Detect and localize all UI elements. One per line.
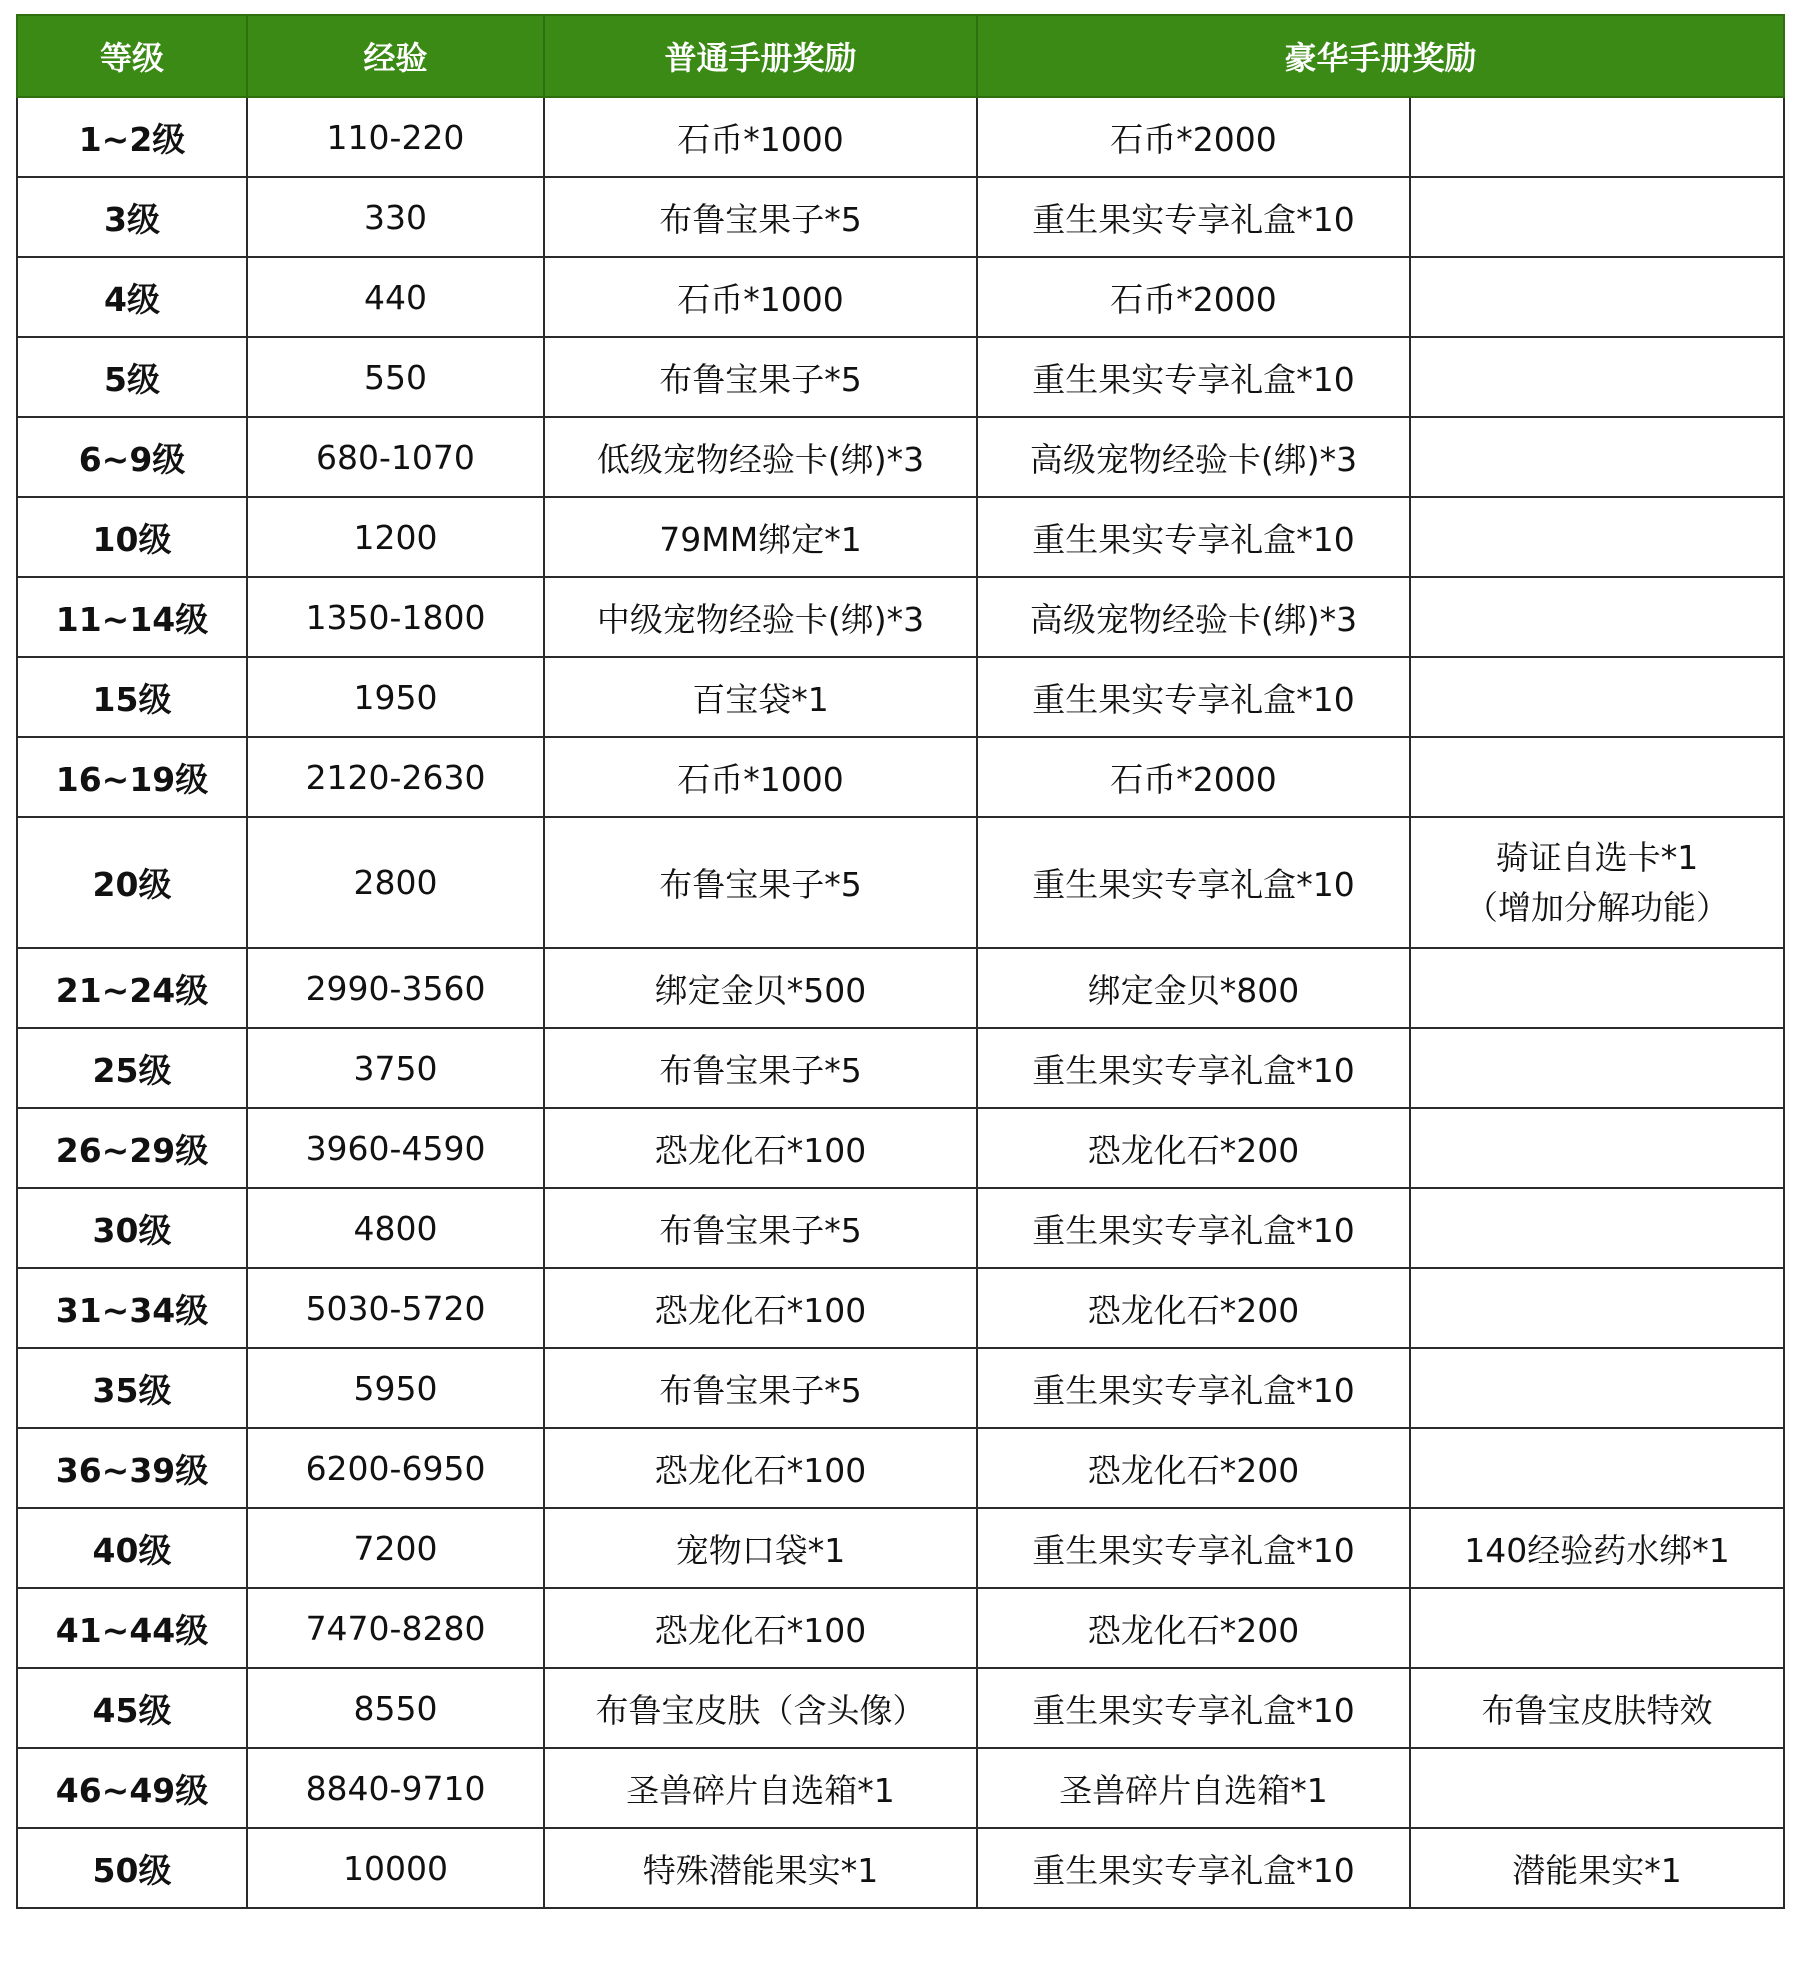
level-cell: 5级 — [17, 337, 247, 417]
normal-reward-cell: 石币*1000 — [544, 97, 977, 177]
normal-reward-cell: 恐龙化石*100 — [544, 1588, 977, 1668]
deluxe-reward-cell: 重生果实专享礼盒*10 — [977, 1188, 1410, 1268]
normal-reward-cell: 布鲁宝果子*5 — [544, 337, 977, 417]
extra-reward-cell — [1410, 1748, 1784, 1828]
level-cell: 16~19级 — [17, 737, 247, 817]
level-cell: 10级 — [17, 497, 247, 577]
deluxe-reward-cell: 重生果实专享礼盒*10 — [977, 817, 1410, 948]
exp-cell: 8840-9710 — [247, 1748, 544, 1828]
extra-reward-cell — [1410, 577, 1784, 657]
deluxe-reward-cell: 恐龙化石*200 — [977, 1428, 1410, 1508]
table-row — [17, 737, 1784, 817]
extra-reward-cell — [1410, 1348, 1784, 1428]
level-cell: 31~34级 — [17, 1268, 247, 1348]
normal-reward-cell: 79MM绑定*1 — [544, 497, 977, 577]
extra-reward-cell — [1410, 1028, 1784, 1108]
level-cell: 50级 — [17, 1828, 247, 1908]
deluxe-reward-cell: 高级宠物经验卡(绑)*3 — [977, 417, 1410, 497]
level-cell: 3级 — [17, 177, 247, 257]
deluxe-reward-cell: 恐龙化石*200 — [977, 1268, 1410, 1348]
extra-reward-cell — [1410, 948, 1784, 1028]
deluxe-reward-cell: 恐龙化石*200 — [977, 1108, 1410, 1188]
extra-reward-cell — [1410, 97, 1784, 177]
normal-reward-cell: 绑定金贝*500 — [544, 948, 977, 1028]
deluxe-reward-cell: 绑定金贝*800 — [977, 948, 1410, 1028]
normal-reward-cell: 布鲁宝果子*5 — [544, 1348, 977, 1428]
exp-cell: 2800 — [247, 817, 544, 948]
deluxe-reward-cell: 石币*2000 — [977, 97, 1410, 177]
exp-cell: 5030-5720 — [247, 1268, 544, 1348]
exp-cell: 110-220 — [247, 97, 544, 177]
exp-cell: 5950 — [247, 1348, 544, 1428]
level-cell: 6~9级 — [17, 417, 247, 497]
table-row — [17, 177, 1784, 257]
table-row — [17, 1828, 1784, 1908]
table-row — [17, 817, 1784, 948]
normal-reward-cell: 布鲁宝果子*5 — [544, 1028, 977, 1108]
extra-reward-cell — [1410, 497, 1784, 577]
exp-cell: 3960-4590 — [247, 1108, 544, 1188]
level-cell: 41~44级 — [17, 1588, 247, 1668]
table-row — [17, 1268, 1784, 1348]
exp-cell: 7200 — [247, 1508, 544, 1588]
deluxe-reward-cell: 高级宠物经验卡(绑)*3 — [977, 577, 1410, 657]
deluxe-reward-cell: 恐龙化石*200 — [977, 1588, 1410, 1668]
level-cell: 30级 — [17, 1188, 247, 1268]
exp-cell: 680-1070 — [247, 417, 544, 497]
normal-reward-cell: 布鲁宝果子*5 — [544, 177, 977, 257]
extra-reward-line: 骑证自选卡*1 — [1495, 838, 1699, 877]
extra-reward-cell — [1410, 1588, 1784, 1668]
level-cell: 11~14级 — [17, 577, 247, 657]
table-row — [17, 1748, 1784, 1828]
normal-reward-cell: 恐龙化石*100 — [544, 1428, 977, 1508]
level-cell: 15级 — [17, 657, 247, 737]
extra-reward-cell — [1410, 177, 1784, 257]
deluxe-reward-cell: 重生果实专享礼盒*10 — [977, 1668, 1410, 1748]
table-row — [17, 1188, 1784, 1268]
deluxe-reward-cell: 石币*2000 — [977, 257, 1410, 337]
extra-reward-cell — [1410, 657, 1784, 737]
extra-reward-cell — [1410, 257, 1784, 337]
table-row — [17, 337, 1784, 417]
normal-reward-cell: 石币*1000 — [544, 737, 977, 817]
level-cell: 26~29级 — [17, 1108, 247, 1188]
table-row — [17, 1028, 1784, 1108]
deluxe-reward-cell: 重生果实专享礼盒*10 — [977, 497, 1410, 577]
normal-reward-cell: 布鲁宝果子*5 — [544, 1188, 977, 1268]
table-row — [17, 577, 1784, 657]
table-row — [17, 1588, 1784, 1668]
level-cell: 20级 — [17, 817, 247, 948]
exp-cell: 8550 — [247, 1668, 544, 1748]
header-deluxe-rewards: 豪华手册奖励 — [977, 15, 1784, 97]
normal-reward-cell: 布鲁宝皮肤（含头像） — [544, 1668, 977, 1748]
level-cell: 40级 — [17, 1508, 247, 1588]
table-row — [17, 417, 1784, 497]
extra-reward-cell: 潜能果实*1 — [1410, 1828, 1784, 1908]
table-body — [17, 97, 1784, 1908]
table-row — [17, 1428, 1784, 1508]
level-cell: 35级 — [17, 1348, 247, 1428]
deluxe-reward-cell: 圣兽碎片自选箱*1 — [977, 1748, 1410, 1828]
deluxe-reward-cell: 石币*2000 — [977, 737, 1410, 817]
deluxe-reward-cell: 重生果实专享礼盒*10 — [977, 1348, 1410, 1428]
exp-cell: 3750 — [247, 1028, 544, 1108]
extra-reward-cell: 布鲁宝皮肤特效 — [1410, 1668, 1784, 1748]
table-row — [17, 257, 1784, 337]
deluxe-reward-cell: 重生果实专享礼盒*10 — [977, 657, 1410, 737]
extra-reward-cell — [1410, 737, 1784, 817]
exp-cell: 550 — [247, 337, 544, 417]
level-cell: 46~49级 — [17, 1748, 247, 1828]
table-row — [17, 1668, 1784, 1748]
deluxe-reward-cell: 重生果实专享礼盒*10 — [977, 1828, 1410, 1908]
extra-reward-cell — [1410, 1188, 1784, 1268]
normal-reward-cell: 恐龙化石*100 — [544, 1108, 977, 1188]
extra-reward-cell — [1410, 337, 1784, 417]
level-cell: 1~2级 — [17, 97, 247, 177]
table-row — [17, 497, 1784, 577]
exp-cell: 4800 — [247, 1188, 544, 1268]
exp-cell: 1350-1800 — [247, 577, 544, 657]
exp-cell: 7470-8280 — [247, 1588, 544, 1668]
deluxe-reward-cell: 重生果实专享礼盒*10 — [977, 177, 1410, 257]
normal-reward-cell: 宠物口袋*1 — [544, 1508, 977, 1588]
header-row — [17, 15, 1784, 97]
exp-cell: 2990-3560 — [247, 948, 544, 1028]
normal-reward-cell: 低级宠物经验卡(绑)*3 — [544, 417, 977, 497]
header-level: 等级 — [17, 15, 247, 97]
exp-cell: 330 — [247, 177, 544, 257]
table-header — [17, 15, 1784, 97]
exp-cell: 440 — [247, 257, 544, 337]
table-row — [17, 948, 1784, 1028]
table-row — [17, 1108, 1784, 1188]
normal-reward-cell: 圣兽碎片自选箱*1 — [544, 1748, 977, 1828]
level-cell: 25级 — [17, 1028, 247, 1108]
deluxe-reward-cell: 重生果实专享礼盒*10 — [977, 337, 1410, 417]
table-row — [17, 1348, 1784, 1428]
extra-reward-cell: 140经验药水绑*1 — [1410, 1508, 1784, 1588]
extra-reward-note: （增加分解功能） — [1465, 887, 1729, 927]
header-exp: 经验 — [247, 15, 544, 97]
table-row — [17, 97, 1784, 177]
normal-reward-cell: 布鲁宝果子*5 — [544, 817, 977, 948]
header-normal-rewards: 普通手册奖励 — [544, 15, 977, 97]
exp-cell: 1200 — [247, 497, 544, 577]
level-cell: 4级 — [17, 257, 247, 337]
extra-reward-cell — [1410, 1108, 1784, 1188]
rewards-table — [16, 14, 1785, 1909]
extra-reward-cell — [1410, 817, 1784, 948]
exp-cell: 10000 — [247, 1828, 544, 1908]
table-row — [17, 657, 1784, 737]
level-cell: 45级 — [17, 1668, 247, 1748]
extra-reward-cell — [1410, 1268, 1784, 1348]
deluxe-reward-cell: 重生果实专享礼盒*10 — [977, 1508, 1410, 1588]
normal-reward-cell: 中级宠物经验卡(绑)*3 — [544, 577, 977, 657]
level-cell: 36~39级 — [17, 1428, 247, 1508]
normal-reward-cell: 石币*1000 — [544, 257, 977, 337]
normal-reward-cell: 恐龙化石*100 — [544, 1268, 977, 1348]
normal-reward-cell: 百宝袋*1 — [544, 657, 977, 737]
exp-cell: 6200-6950 — [247, 1428, 544, 1508]
extra-reward-cell — [1410, 1428, 1784, 1508]
normal-reward-cell: 特殊潜能果实*1 — [544, 1828, 977, 1908]
table-row — [17, 1508, 1784, 1588]
extra-reward-cell — [1410, 417, 1784, 497]
deluxe-reward-cell: 重生果实专享礼盒*10 — [977, 1028, 1410, 1108]
exp-cell: 1950 — [247, 657, 544, 737]
level-cell: 21~24级 — [17, 948, 247, 1028]
exp-cell: 2120-2630 — [247, 737, 544, 817]
